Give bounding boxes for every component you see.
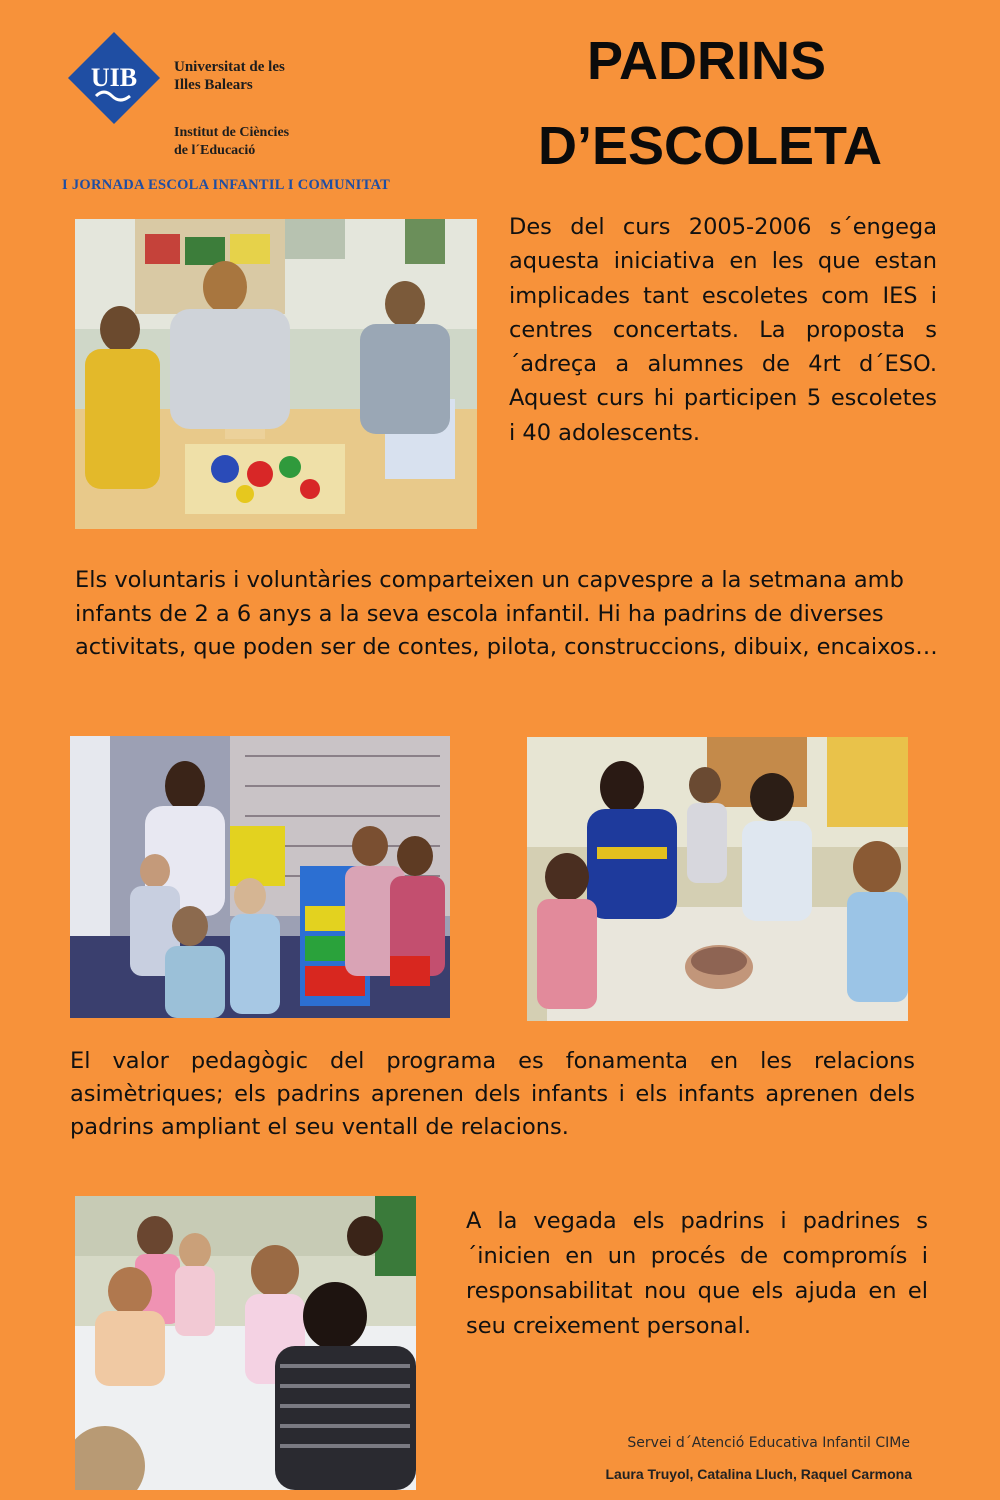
value-paragraph: El valor pedagògic del programa es fonamenta en les relacions asimètriques; els padrins aprenen dels infants i els infants aprenen dels padrins ampliant el seu ventall de relacions.	[70, 1048, 915, 1140]
title-line2: D’ESCOLETA	[538, 116, 883, 176]
photo-building-blocks	[70, 736, 450, 1018]
event-name: I JORNADA ESCOLA INFANTIL I COMUNITAT	[62, 177, 391, 193]
institute-line1: Institut de Ciències	[174, 125, 290, 140]
authors-credit: Laura Truyol, Catalina Lluch, Raquel Carmona	[605, 1466, 912, 1482]
university-name	[174, 58, 374, 94]
photo-drawing-toddlers	[75, 1196, 416, 1490]
institute-name	[174, 124, 374, 160]
service-credit: Servei d´Atenció Educativa Infantil CIMe	[627, 1435, 910, 1451]
institute-line2: de l´Educació	[174, 143, 256, 158]
title-line1: PADRINS	[587, 31, 827, 91]
volunteers-paragraph: Els voluntaris i voluntàries comparteixen un capvespre a la setmana amb infants de 2 a 6 anys a la seva escola infantil. Hi ha padrins de diverses activitats, que poden ser de contes, pilota, construccions, dibuix, encaixos…	[75, 567, 938, 660]
commitment-paragraph: A la vegada els padrins i padrines s´inicien en un procés de compromís i responsabilitat nou que els ajuda en el seu creixement personal.	[466, 1208, 928, 1339]
photo-clay-table	[527, 737, 908, 1021]
university-line2: Illes Balears	[174, 77, 253, 93]
university-line1: Universitat de les	[174, 59, 285, 75]
logo-initials: UIB	[90, 63, 138, 92]
photo-classroom-table	[75, 219, 477, 529]
uib-logo	[66, 30, 162, 126]
uib-logo-diamond	[66, 30, 162, 126]
intro-paragraph: Des del curs 2005-2006 s´engega aquesta iniciativa en les que estan implicades tant escoletes com IES i centres concertats. La proposta s´adreça a alumnes de 4rt d´ESO. Aquest curs hi participen 5 escoletes i 40 adolescents.	[509, 214, 937, 446]
